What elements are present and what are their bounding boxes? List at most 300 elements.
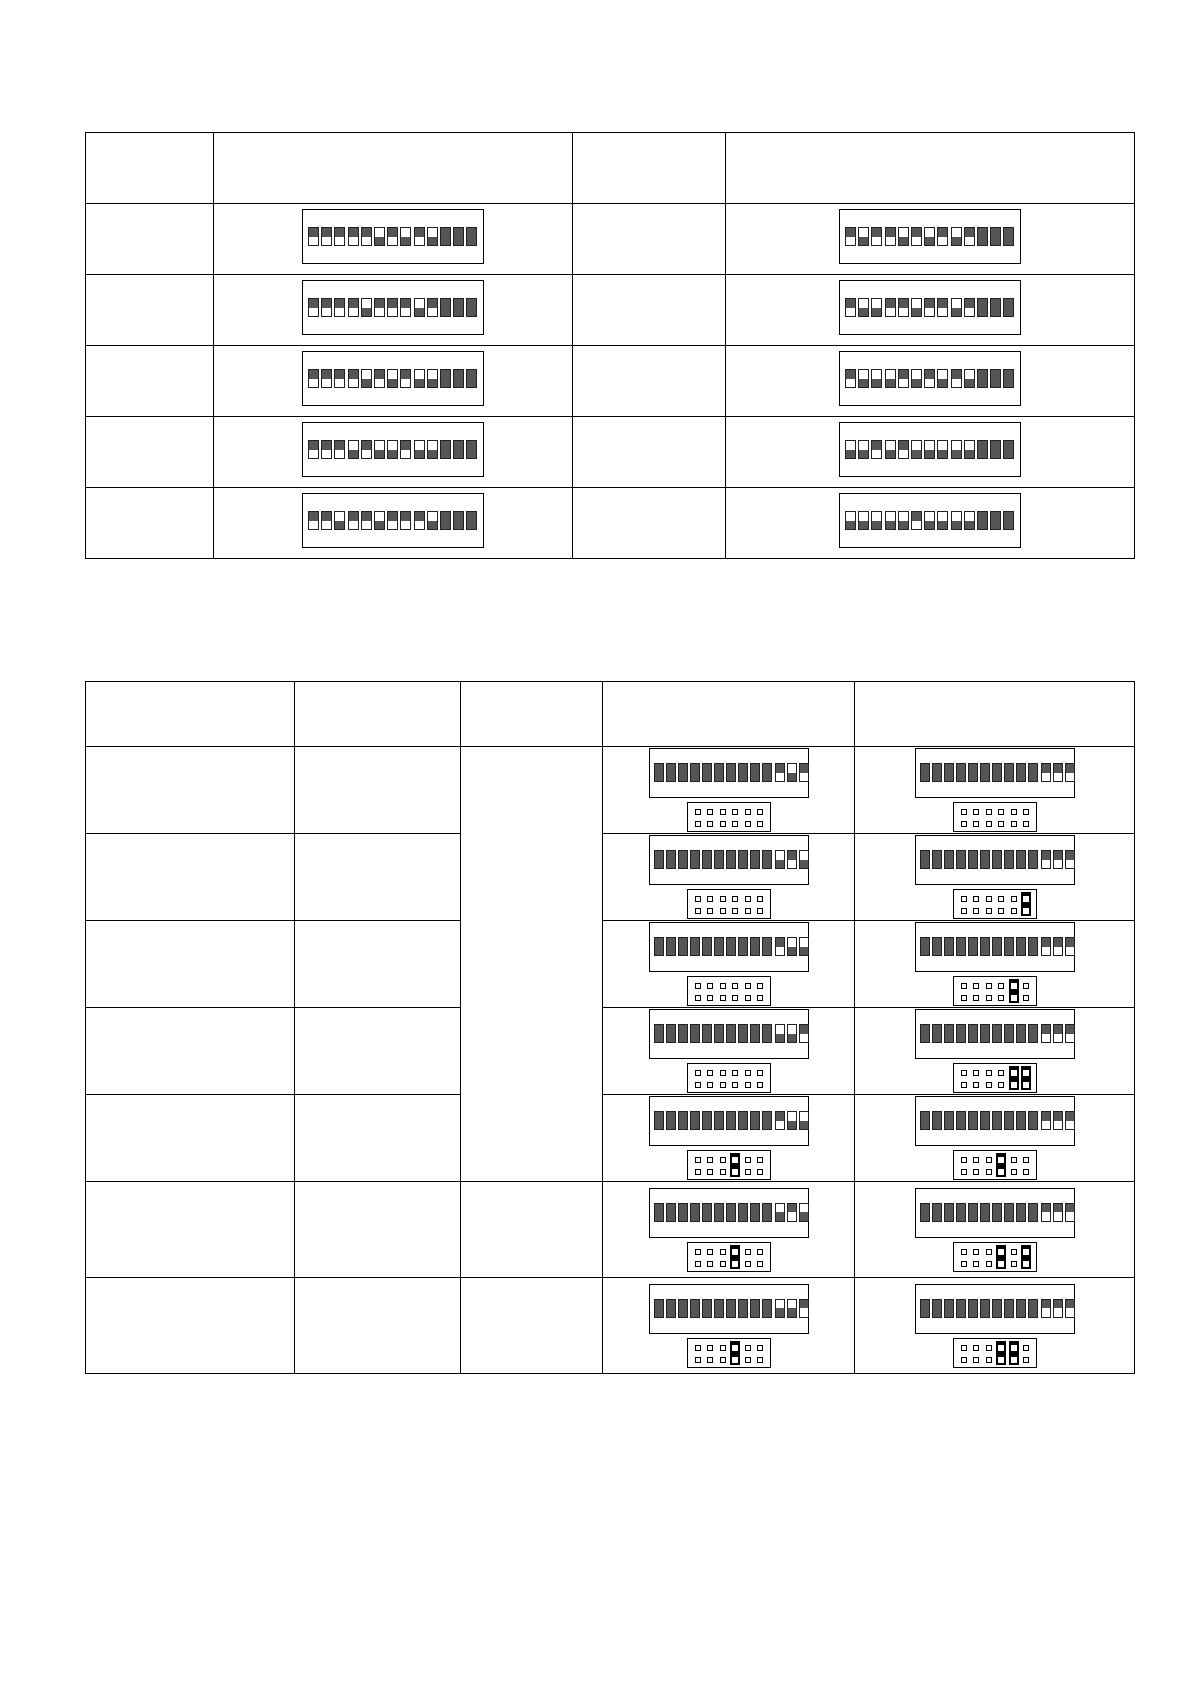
table1-label-cell (86, 204, 214, 275)
table1-dip-cell (726, 204, 1135, 275)
dip-switch-lever (654, 937, 664, 956)
dip-switch-lever (762, 937, 772, 956)
dip-switch (302, 351, 484, 406)
dip-switch-lever (666, 1111, 676, 1130)
dip-switch-lever (956, 763, 966, 782)
table2-label-cell (86, 1182, 295, 1278)
dip-switch (649, 1096, 809, 1146)
jumper-pin (745, 821, 751, 827)
dip-switch-lever (654, 1203, 664, 1222)
dip-switch-lever (387, 369, 398, 388)
dip-switch-lever (374, 298, 385, 317)
dip-switch-lever (858, 369, 869, 388)
dip-switch-lever (387, 511, 398, 530)
dip-switch-lever (702, 763, 712, 782)
dip-switch-lever (690, 1203, 700, 1222)
dip-switch-lever (334, 440, 345, 459)
dip-switch-lever (1065, 763, 1075, 782)
dip-switch-lever (427, 511, 438, 530)
dip-switch (649, 1009, 809, 1059)
dip-switch-lever (845, 511, 856, 530)
dip-switch-lever (911, 369, 922, 388)
dip-switch-lever (980, 1024, 990, 1043)
jumper-pin (732, 1070, 738, 1076)
table2-label-cell (86, 921, 295, 1008)
jumper-pin (732, 1261, 738, 1267)
dip-switch (915, 1284, 1075, 1334)
jumper-pin (720, 1249, 726, 1255)
table1-row (86, 346, 1135, 417)
dip-switch-lever (738, 1111, 748, 1130)
dip-switch-lever (951, 440, 962, 459)
dip-switch-lever (466, 369, 477, 388)
jumper-pin (986, 995, 992, 1001)
jumper-pin (973, 809, 979, 815)
jumper-pin (720, 1070, 726, 1076)
jumper-pin (973, 1345, 979, 1351)
dip-switch-lever (678, 850, 688, 869)
table2-merged-cell (461, 747, 603, 1182)
dip-switch (649, 835, 809, 885)
dip-switch (915, 1009, 1075, 1059)
dip-switch-lever (1053, 1111, 1063, 1130)
dip-switch-lever (374, 440, 385, 459)
jumper-pin (973, 1169, 979, 1175)
jumper-pin (998, 1082, 1004, 1088)
dip-switch-lever (951, 298, 962, 317)
jumper-pin (720, 1345, 726, 1351)
dip-switch-table-1 (85, 132, 1135, 559)
dip-switch-lever (654, 850, 664, 869)
jumper-pin (732, 809, 738, 815)
jumper-pin (695, 1169, 701, 1175)
jumper-pin (707, 896, 713, 902)
dip-switch-lever (690, 1024, 700, 1043)
jumper-pin (1011, 1345, 1017, 1351)
dip-switch-lever (1041, 1111, 1051, 1130)
dip-switch-lever (1028, 1203, 1038, 1222)
dip-switch-lever (466, 227, 477, 246)
jumper-pin (998, 995, 1004, 1001)
dip-switch-lever (911, 440, 922, 459)
dip-switch-lever (992, 850, 1002, 869)
jumper-pin (757, 1169, 763, 1175)
dip-switch-lever (654, 763, 664, 782)
dip-switch-lever (453, 440, 464, 459)
dip-switch-lever (898, 511, 909, 530)
table2-row (86, 1182, 1135, 1278)
dip-switch-lever (666, 937, 676, 956)
jumper-pin (707, 1345, 713, 1351)
dip-switch-lever (992, 937, 1002, 956)
dip-switch-lever (920, 1111, 930, 1130)
table2-row (86, 921, 1135, 1008)
table2-label-cell (86, 1278, 295, 1374)
dip-switch-lever (990, 511, 1001, 530)
dip-switch-lever (666, 763, 676, 782)
table1-dip-cell (726, 346, 1135, 417)
jumper-pin (745, 1082, 751, 1088)
dip-switch-lever (920, 1299, 930, 1318)
dip-switch-lever (787, 1111, 797, 1130)
dip-switch-lever (334, 298, 345, 317)
dip-switch-lever (387, 227, 398, 246)
jumper-pin (986, 1070, 992, 1076)
table1-dip-cell (726, 417, 1135, 488)
jumper-pin (1023, 995, 1029, 1001)
dip-switch-lever (898, 369, 909, 388)
dip-switch-lever (750, 850, 760, 869)
dip-switch-lever (858, 227, 869, 246)
dip-switch-lever (911, 298, 922, 317)
jumper-pin (986, 908, 992, 914)
jumper-pin (998, 1169, 1004, 1175)
dip-switch-lever (427, 369, 438, 388)
jumper-pin (707, 983, 713, 989)
jumper-pin (707, 809, 713, 815)
dip-switch-lever (750, 763, 760, 782)
jumper-pin (961, 809, 967, 815)
table2-config-cell (603, 1278, 855, 1374)
dip-switch (839, 209, 1021, 264)
dip-switch-lever (775, 1111, 785, 1130)
jumper-pin (707, 1169, 713, 1175)
dip-switch-lever (762, 850, 772, 869)
jumper-pin (732, 995, 738, 1001)
dip-switch-lever (1065, 937, 1075, 956)
dip-switch-lever (924, 511, 935, 530)
table2-label-cell (86, 747, 295, 834)
dip-switch-lever (666, 1024, 676, 1043)
jumper-pin (986, 1345, 992, 1351)
dip-switch-lever (1053, 1024, 1063, 1043)
jumper-pin (707, 1157, 713, 1163)
dip-switch-lever (951, 369, 962, 388)
table1-label-cell (573, 275, 726, 346)
dip-switch-lever (871, 227, 882, 246)
dip-switch-lever (334, 511, 345, 530)
jumper-pin (720, 809, 726, 815)
table2-label-cell (461, 1278, 603, 1374)
dip-switch-lever (308, 298, 319, 317)
dip-switch-lever (1004, 937, 1014, 956)
dip-switch-lever (924, 369, 935, 388)
jumper-pin (745, 983, 751, 989)
jumper-pin (720, 995, 726, 1001)
dip-switch-lever (750, 1024, 760, 1043)
jumper-pin (1023, 1261, 1029, 1267)
dip-switch-lever (885, 440, 896, 459)
dip-switch (839, 280, 1021, 335)
dip-switch-lever (775, 1024, 785, 1043)
dip-switch-lever (750, 1203, 760, 1222)
jumper-pin (757, 995, 763, 1001)
dip-switch-lever (968, 850, 978, 869)
table1-label-cell (573, 417, 726, 488)
dip-switch-lever (334, 227, 345, 246)
dip-switch-lever (980, 1299, 990, 1318)
dip-switch-lever (414, 440, 425, 459)
table2-row (86, 1278, 1135, 1374)
dip-switch-lever (885, 369, 896, 388)
dip-switch-lever (348, 369, 359, 388)
dip-switch-lever (414, 298, 425, 317)
jumper-pin (986, 1082, 992, 1088)
dip-switch-lever (374, 511, 385, 530)
jumper-pin (1023, 1157, 1029, 1163)
jumper-pin (986, 1357, 992, 1363)
dip-switch-lever (1065, 1111, 1075, 1130)
jumper-block (953, 1338, 1037, 1368)
table2-header-cell (603, 682, 855, 747)
dip-switch-lever (726, 850, 736, 869)
jumper-pin (695, 1249, 701, 1255)
jumper-pin (1011, 1082, 1017, 1088)
jumper-pin (720, 908, 726, 914)
dip-switch-lever (858, 511, 869, 530)
dip-switch-lever (968, 1203, 978, 1222)
table2-row (86, 834, 1135, 921)
jumper-pin (757, 908, 763, 914)
dip-switch-lever (871, 298, 882, 317)
jumper-pin (1023, 983, 1029, 989)
jumper-pin (707, 908, 713, 914)
jumper-pin (973, 1157, 979, 1163)
jumper-pin (720, 1357, 726, 1363)
dip-switch-lever (990, 369, 1001, 388)
jumper-pin (1011, 1357, 1017, 1363)
dip-switch-lever (932, 763, 942, 782)
dip-switch-lever (799, 1111, 809, 1130)
dip-switch-lever (920, 1203, 930, 1222)
dip-switch-lever (992, 1203, 1002, 1222)
dip-switch-lever (1016, 1299, 1026, 1318)
dip-switch (839, 493, 1021, 548)
dip-switch-lever (920, 763, 930, 782)
jumper-pin (745, 1261, 751, 1267)
table1-header-cell (573, 133, 726, 204)
jumper-pin (961, 896, 967, 902)
dip-switch-lever (1041, 1024, 1051, 1043)
dip-switch-lever (714, 763, 724, 782)
dip-switch-lever (951, 227, 962, 246)
dip-switch (915, 748, 1075, 798)
dip-switch-lever (992, 763, 1002, 782)
dip-switch (915, 1096, 1075, 1146)
dip-switch-lever (1003, 440, 1014, 459)
dip-switch-lever (990, 440, 1001, 459)
dip-switch-lever (738, 850, 748, 869)
jumper-pin (1023, 1082, 1029, 1088)
dip-switch-lever (726, 937, 736, 956)
jumper-pin (1023, 1169, 1029, 1175)
dip-switch (915, 835, 1075, 885)
jumper-pin (757, 1070, 763, 1076)
jumper-pin (1023, 821, 1029, 827)
jumper-pin (707, 995, 713, 1001)
dip-switch-lever (702, 1024, 712, 1043)
dip-switch-lever (334, 369, 345, 388)
dip-switch-lever (944, 1299, 954, 1318)
dip-switch-lever (787, 1203, 797, 1222)
dip-switch-lever (666, 850, 676, 869)
jumper-pin (695, 908, 701, 914)
dip-switch-lever (453, 227, 464, 246)
table2-label-cell (295, 921, 461, 1008)
dip-switch-lever (702, 1111, 712, 1130)
jumper-pin (973, 896, 979, 902)
jumper-pin (973, 1070, 979, 1076)
jumper-pin (961, 1070, 967, 1076)
dip-switch-lever (387, 298, 398, 317)
dip-switch-lever (361, 298, 372, 317)
dip-switch-lever (726, 763, 736, 782)
table2-label-cell (295, 747, 461, 834)
jumper-block (953, 889, 1037, 919)
jumper-block (953, 1150, 1037, 1180)
dip-switch-lever (1016, 1203, 1026, 1222)
table1-label-cell (86, 275, 214, 346)
dip-switch-lever (944, 1111, 954, 1130)
dip-switch-lever (885, 227, 896, 246)
dip-switch-lever (977, 369, 988, 388)
dip-switch-lever (858, 298, 869, 317)
dip-switch (302, 209, 484, 264)
jumper-pin (695, 1082, 701, 1088)
dip-switch-lever (348, 440, 359, 459)
dip-switch-lever (414, 369, 425, 388)
jumper-pin (973, 983, 979, 989)
dip-switch-lever (726, 1111, 736, 1130)
dip-switch-lever (1041, 763, 1051, 782)
dip-switch-lever (1004, 763, 1014, 782)
dip-switch-lever (1028, 1299, 1038, 1318)
dip-switch-lever (787, 850, 797, 869)
dip-switch-lever (799, 763, 809, 782)
dip-switch-lever (990, 227, 1001, 246)
dip-switch-lever (1028, 937, 1038, 956)
dip-switch-lever (690, 763, 700, 782)
jumper-pin (973, 995, 979, 1001)
dip-switch-lever (440, 227, 451, 246)
jumper-pin (986, 896, 992, 902)
dip-switch-lever (956, 1111, 966, 1130)
jumper-block (687, 1242, 771, 1272)
dip-switch-lever (738, 763, 748, 782)
dip-switch-lever (1053, 1203, 1063, 1222)
dip-switch-lever (964, 227, 975, 246)
dip-switch-lever (427, 298, 438, 317)
dip-switch-lever (924, 298, 935, 317)
jumper-pin (745, 809, 751, 815)
dip-switch-lever (980, 1203, 990, 1222)
dip-switch-lever (714, 850, 724, 869)
table2-row (86, 1008, 1135, 1095)
dip-switch-lever (666, 1203, 676, 1222)
jumper-pin (998, 1157, 1004, 1163)
jumper-pin (973, 1082, 979, 1088)
jumper-pin (961, 1345, 967, 1351)
dip-switch-lever (775, 850, 785, 869)
jumper-pin (1023, 1070, 1029, 1076)
dip-switch-lever (920, 937, 930, 956)
jumper-pin (1011, 1169, 1017, 1175)
table1-header-cell (214, 133, 573, 204)
jumper-pin (732, 1157, 738, 1163)
dip-switch-lever (924, 227, 935, 246)
dip-switch-lever (440, 440, 451, 459)
dip-switch-lever (762, 1024, 772, 1043)
jumper-pin (973, 1249, 979, 1255)
jumper-pin (707, 1357, 713, 1363)
table2-row (86, 1095, 1135, 1182)
table2-label-cell (295, 1278, 461, 1374)
jumper-pin (707, 1261, 713, 1267)
jumper-pin (986, 983, 992, 989)
table1-dip-cell (214, 204, 573, 275)
dip-switch-lever (1053, 763, 1063, 782)
dip-switch-lever (980, 850, 990, 869)
jumper-pin (986, 821, 992, 827)
jumper-block (953, 1063, 1037, 1093)
dip-switch-lever (871, 369, 882, 388)
dip-switch-lever (977, 440, 988, 459)
dip-switch-lever (775, 763, 785, 782)
jumper-pin (695, 1157, 701, 1163)
dip-switch-lever (361, 369, 372, 388)
jumper-pin (1011, 1157, 1017, 1163)
dip-switch-lever (466, 440, 477, 459)
dip-switch-lever (932, 850, 942, 869)
jumper-pin (757, 821, 763, 827)
dip-switch-lever (738, 1024, 748, 1043)
jumper-pin (732, 1169, 738, 1175)
jumper-pin (1011, 809, 1017, 815)
table2-body (86, 682, 1135, 1374)
jumper-pin (1011, 995, 1017, 1001)
jumper-pin (720, 983, 726, 989)
dip-switch-lever (762, 1299, 772, 1318)
jumper-pin (695, 983, 701, 989)
jumper-block (953, 976, 1037, 1006)
dip-switch-lever (762, 1203, 772, 1222)
jumper-pin (732, 1345, 738, 1351)
table2-label-cell (86, 1095, 295, 1182)
table1-dip-cell (726, 488, 1135, 559)
jumper-pin (1011, 1249, 1017, 1255)
dip-switch-lever (1028, 1024, 1038, 1043)
jumper-pin (961, 1249, 967, 1255)
dip-switch-lever (775, 1299, 785, 1318)
jumper-pin (961, 1357, 967, 1363)
dip-switch-lever (714, 1111, 724, 1130)
dip-switch-lever (308, 227, 319, 246)
dip-switch-lever (738, 1299, 748, 1318)
jumper-pin (720, 1261, 726, 1267)
table1-label-cell (86, 417, 214, 488)
jumper-pin (732, 983, 738, 989)
dip-switch-lever (956, 1299, 966, 1318)
jumper-pin (973, 908, 979, 914)
jumper-pin (757, 1261, 763, 1267)
table1-header-cell (726, 133, 1135, 204)
jumper-pin (986, 1261, 992, 1267)
jumper-pin (1023, 1357, 1029, 1363)
dip-switch-lever (980, 1111, 990, 1130)
jumper-pin (695, 896, 701, 902)
jumper-pin (757, 1357, 763, 1363)
dip-switch (649, 1188, 809, 1238)
